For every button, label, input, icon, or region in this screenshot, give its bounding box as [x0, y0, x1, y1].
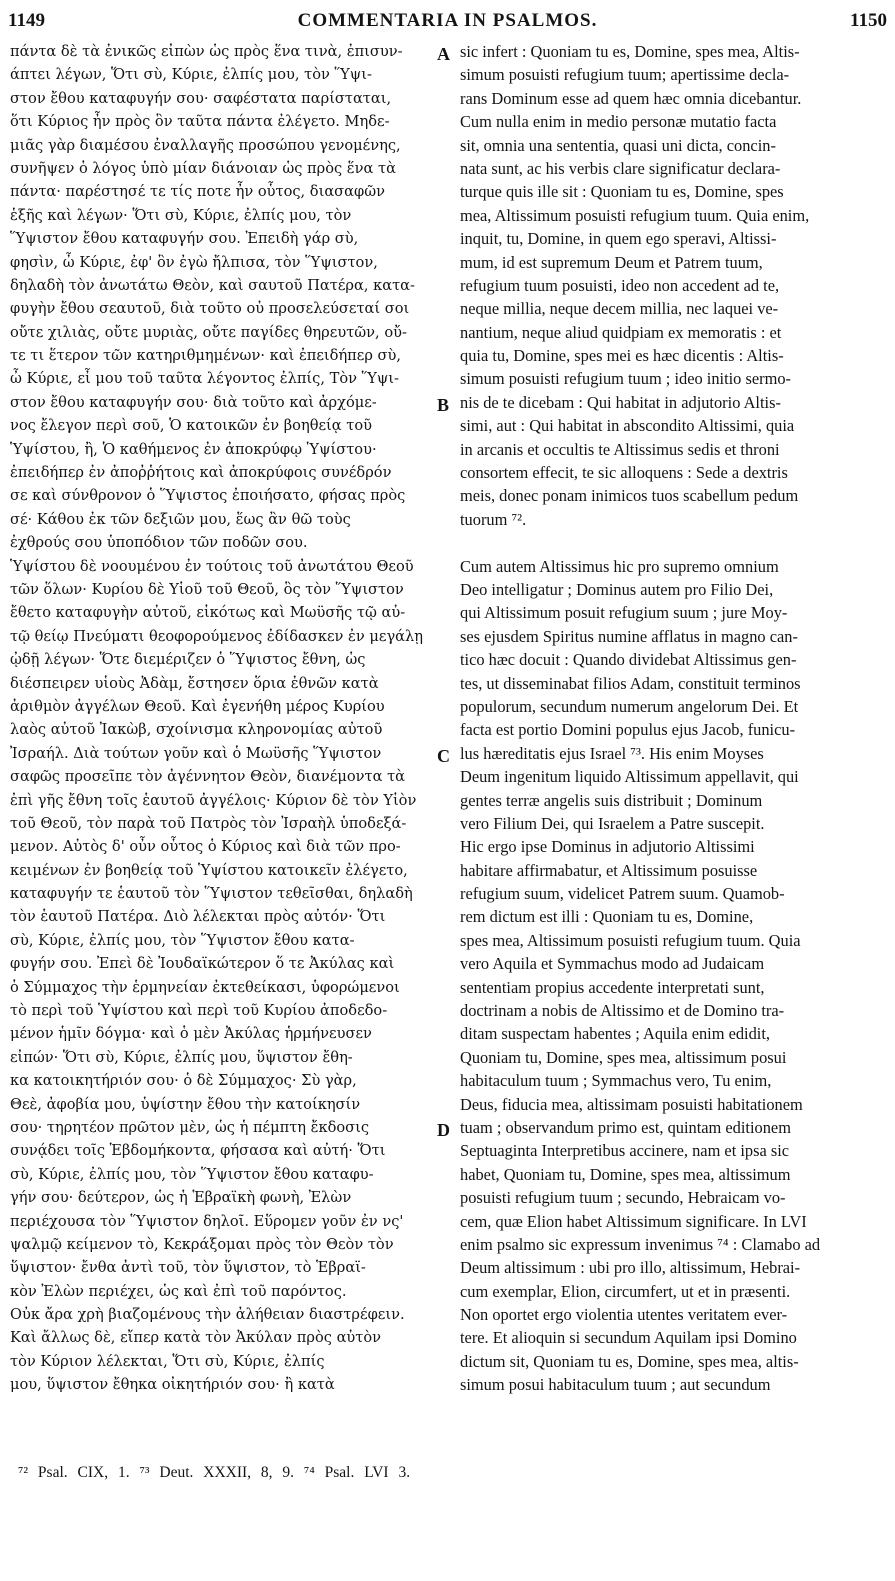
section-marker-b: B	[437, 395, 450, 415]
text-line: τῶν ὅλων· Κυρίου δὲ Υἱοῦ τοῦ Θεοῦ, ὃς τὸν Ὕψιστον	[10, 580, 404, 598]
text-line: meis, donec ponam inimicos tuos scabellum pedum	[460, 486, 799, 506]
text-line: ditam suspectam habentes ; Aquila enim edidit,	[460, 1024, 770, 1044]
text-line: ἐπὶ γῆς ἔθνη τοῖς ἑαυτοῦ ἀγγέλοις· Κύριον δὲ τὸν Υἱὸν	[10, 791, 417, 809]
text-line: ἔθετο καταφυγὴν αὐτοῦ, εἰκότως καὶ Μωϋσῆς τῷ αὐ-	[10, 604, 406, 622]
text-line: Deum ingenitum liquido Altissimum appellavit, qui	[460, 767, 799, 787]
text-line: simi, aut : Qui habitat in abscondito Altissimi, quia	[460, 416, 795, 436]
section-marker-a: A	[437, 44, 450, 64]
text-line: Deus, fiducia mea, altissimam posuisti habitationem	[460, 1094, 803, 1114]
text-line: ἐπειδήπερ ἐν ἀποῤῥήτοις καὶ ἀποκρύφοις συνέδρόν	[10, 464, 392, 482]
text-line: μιᾶς γὰρ διαμέσου ἐναλλαγῆς προσώπου γενομένης,	[10, 136, 401, 154]
text-line: sententiam propius accedente interpretati sunt,	[460, 977, 765, 997]
text-line: posuisti refugium tuum ; secundo, Hebraicam vo-	[460, 1188, 786, 1208]
section-marker-c: C	[437, 746, 450, 766]
text-line: γήν σου· δεύτερον, ὡς ἡ Ἑβραϊκὴ φωνὴ, Ἐλὼν	[10, 1189, 352, 1207]
running-title: COMMENTARIA IN PSALMOS.	[297, 10, 598, 31]
text-line: spes mea, Altissimum posuisti refugium tuum. Quia	[460, 930, 801, 950]
latin-column	[460, 40, 880, 1397]
text-line: Καὶ ἄλλως δὲ, εἴπερ κατὰ τὸν Ἀκύλαν πρὸς αὐτὸν	[10, 1329, 382, 1347]
text-line: refugium tuum posuisti, ideo non accedent ad te,	[460, 275, 780, 295]
text-line: ὕψιστον· ἔνθα ἀντὶ τοῦ, τὸν ὕψιστον, τὸ Ἑβραϊ-	[10, 1259, 366, 1277]
text-line: tuorum ⁷².	[460, 509, 527, 529]
text-line: ᾠδῇ λέγων· Ὅτε διεμέριζεν ὁ Ὕψιστος ἔθνη, ὡς	[10, 651, 366, 669]
text-line: ἑξῆς καὶ λέγων· Ὅτι σὺ, Κύριε, ἐλπίς μου, τὸν	[10, 206, 352, 224]
section-marker-d: D	[437, 1120, 450, 1140]
text-line: inquit, tu, Domine, in quem ego speravi, Altissi-	[460, 229, 777, 249]
text-line: εἰπών· Ὅτι σὺ, Κύριε, ἐλπίς μου, ὕψιστον ἔθη-	[10, 1048, 353, 1066]
greek-column	[10, 40, 424, 1397]
text-line: nantium, neque aliud quidpiam ex memoratis : et	[460, 322, 782, 342]
footnotes: ⁷² Psal. CIX, 1. ⁷³ Deut. XXXII, 8, 9. ⁷⁴ Psal. LVI 3.	[18, 1463, 878, 1482]
page-number-right: 1150	[850, 10, 887, 31]
text-line: περιέχουσα τὸν Ὕψιστον δηλοῖ. Εὕρομεν γοῦν ἐν νς'	[10, 1212, 404, 1230]
text-line: Deum altissimum : ubi pro illo, altissimum, Hebrai-	[460, 1258, 801, 1278]
text-line: ἐχθρούς σου ὑποπόδιον τῶν ποδῶν σου.	[10, 534, 308, 552]
text-line: refugium suum, videlicet Patrem suum. Quamob-	[460, 884, 785, 904]
text-line: in arcanis et occultis te Altissimus sedis et throni	[460, 439, 780, 459]
text-line: Hic ergo ipse Dominus in adjutorio Altissimi	[460, 837, 755, 857]
text-line: rem dictum est illi : Quoniam tu es, Domine,	[460, 907, 754, 927]
text-line: Cum autem Altissimus hic pro supremo omnium	[460, 556, 779, 576]
text-line: σε καὶ σύνθρονον ὁ Ὕψιστος ἐποιήσατο, φήσας πρὸς	[10, 487, 406, 505]
text-line: Septuaginta Interpretibus accinere, nam et ipsa sic	[460, 1141, 790, 1161]
text-line: σὺ, Κύριε, ἐλπίς μου, τὸν Ὕψιστον ἔθου κατα-	[10, 931, 355, 949]
text-line: πάντα δὲ τὰ ἐνικῶς εἰπὼν ὡς πρὸς ἕνα τινὰ, ἐπισυν-	[10, 43, 403, 60]
text-line: tuam ; observandum primo est, quintam editionem	[460, 1117, 791, 1137]
text-line: simum posuisti refugium tuum ; ideo initio sermo-	[460, 369, 791, 389]
text-line: rans Dominum esse ad quem hæc omnia dicebantur.	[460, 88, 802, 108]
text-line: σου· τηρητέον πρῶτον μὲν, ὡς ἡ πέμπτη ἔκδοσις	[10, 1118, 370, 1136]
text-line: άπτει λέγων, Ὅτι σὺ, Κύριε, ἐλπίς μου, τὸν Ὕψι-	[10, 66, 372, 84]
text-line: nata sunt, ac his verbis clare significatur declara-	[460, 158, 781, 178]
text-line: νος ἔλεγον περὶ σοῦ, Ὁ κατοικῶν ἐν βοηθείᾳ τοῦ	[10, 417, 372, 435]
text-line: sic infert : Quoniam tu es, Domine, spes mea, Altis-	[460, 42, 800, 61]
text-line: qui Altissimum posuit refugium suum ; jure Moy-	[460, 603, 788, 623]
text-line: habitare affirmabatur, et Altissimum posuisse	[460, 860, 758, 880]
text-line: enim psalmo sic expressum invenimus ⁷⁴ : Clamabo ad	[460, 1234, 821, 1254]
text-line: τὸν ἑαυτοῦ Πατέρα. Διὸ λέλεκται πρὸς αὐτόν· Ὅτι	[10, 908, 386, 926]
text-line: lus hæreditatis ejus Israel ⁷³. His enim Moyses	[460, 743, 764, 763]
text-line: ses ejusdem Spiritus numine afflatus in magno can-	[460, 626, 798, 646]
text-line: λαὸς αὐτοῦ Ἰακὼβ, σχοίνισμα κληρονομίας αὐτοῦ	[10, 721, 383, 739]
text-line: συνᾴδει τοῖς Ἑβδομήκοντα, φήσασα καὶ αὐτή· Ὅτι	[10, 1142, 386, 1160]
text-line: διέσπειρεν υἱοὺς Ἀδὰμ, ἔστησεν ὅρια ἐθνῶν κατὰ	[10, 674, 379, 692]
text-line: πάντα· παρέστησέ τε τίς ποτε ἦν οὗτος, διασαφῶν	[10, 183, 385, 201]
text-line: mea, Altissimum posuisti refugium tuum. Quia enim,	[460, 205, 810, 225]
text-line: φησὶν, ὦ Κύριε, ἐφ' ὃν ἐγὼ ἤλπισα, τὸν Ὕψιστον,	[10, 253, 378, 271]
text-line: καταφυγήν τε ἑαυτοῦ τὸν Ὕψιστον τεθεῖσθαι, δηλαδὴ	[10, 885, 413, 903]
text-line: Deo intelligatur ; Dominus autem pro Filio Dei,	[460, 579, 774, 599]
text-line: ψαλμῷ κείμενον τὸ, Κεκράξομαι πρὸς τὸν Θεὸν τὸν	[10, 1235, 394, 1253]
text-line: simum posui habitaculum tuum ; aut secundum	[460, 1375, 771, 1395]
text-line: populorum, secundum numerum angelorum Dei. Et	[460, 696, 799, 716]
text-line: consortem effecit, te sic alloquens : Sede a dextris	[460, 463, 788, 483]
text-line: σέ· Κάθου ἐκ τῶν δεξιῶν μου, ἕως ἂν θῶ τοὺς	[10, 510, 351, 528]
text-line: turque quis ille sit : Quoniam tu es, Domine, spes	[460, 182, 784, 202]
text-line: vero Filium Dei, qui Israelem a Patre suscepit.	[460, 813, 765, 833]
text-line: ὁ Σύμμαχος τὴν ἑρμηνείαν ἐκτεθείκασι, ὑφορώμενοι	[10, 978, 400, 996]
text-line: στον ἔθου καταφυγήν σου· διὰ τοῦτο καὶ ἀρχόμε-	[10, 393, 377, 411]
text-line: σαφῶς προσεῖπε τὸν ἀγέννητον Θεὸν, διανέμοντα τὰ	[10, 768, 406, 786]
text-line: facta est portio Domini populus ejus Jacob, funicu-	[460, 720, 796, 740]
text-line: ὅτι Κύριος ἦν πρὸς ὃν ταῦτα πάντα ἐλέγετο. Μηδε-	[10, 113, 390, 131]
text-line: σὺ, Κύριε, ἐλπίς μου, τὸν Ὕψιστον ἔθου καταφυ-	[10, 1165, 374, 1183]
text-line: δηλαδὴ τὸν ἀνωτάτω Θεὸν, καὶ σαυτοῦ Πατέρα, κατα-	[10, 276, 415, 294]
text-line: Non oportet ergo violentia utentes veritatem ever-	[460, 1305, 788, 1325]
text-line: cum exemplar, Elion, circumfert, ut et in præsenti.	[460, 1281, 791, 1301]
text-line: dictum sit, Quoniam tu es, Domine, spes mea, altis-	[460, 1351, 799, 1371]
text-line: τοῦ Θεοῦ, τὸν παρὰ τοῦ Πατρὸς τὸν Ἰσραὴλ ὑποδεξά-	[10, 814, 407, 832]
text-line: φυγὴν ἔθου σεαυτοῦ, διὰ τοῦτο οὐ προσελεύσεταί σοι	[10, 300, 410, 318]
text-line	[460, 531, 880, 554]
text-line: Ὑψίστου δὲ νοουμένου ἐν τούτοις τοῦ ἀνωτάτου Θεοῦ	[10, 557, 414, 575]
text-line: κειμένων ἐν βοηθείᾳ τοῦ Ὑψίστου κατοικεῖν ἐλέγετο,	[10, 861, 408, 879]
text-line: simum posuisti refugium tuum; apertissime decla-	[460, 65, 790, 85]
text-line: ὦ Κύριε, εἶ μου τοῦ ταῦτα λέγοντος ἐλπίς, Τὸν Ὕψι-	[10, 370, 399, 388]
text-line: Ἰσραήλ. Διὰ τούτων γοῦν καὶ ὁ Μωϋσῆς Ὕψιστον	[10, 744, 382, 762]
text-line: habitaculum tuum ; Symmachus vero, Tu enim,	[460, 1071, 772, 1091]
text-line: Ὑψίστου, ἢ, Ὁ καθήμενος ἐν ἀποκρύφῳ Ὑψίστου·	[10, 440, 377, 458]
text-line: τὸν Κύριον λέλεκται, Ὅτι σὺ, Κύριε, ἐλπίς	[10, 1352, 325, 1370]
text-line: τῷ θείῳ Πνεύματι θεοφορούμενος ἐδίδασκεν ἐν μεγάλῃ	[10, 627, 424, 645]
text-line: μένον ἡμῖν δόγμα· καὶ ὁ μὲν Ἀκύλας ἡρμήνευσεν	[10, 1025, 372, 1043]
text-line: cem, quæ Elion habet Altissimum significare. In LVI	[460, 1211, 807, 1231]
text-line: Ὕψιστον ἔθου καταφυγήν σου. Ἐπειδὴ γάρ σὺ,	[10, 230, 359, 248]
text-line: τε τι ἕτερον τῶν κατηριθμημένων· καὶ ἐπειδήπερ σὺ,	[10, 347, 402, 365]
page-number-left: 1149	[8, 10, 45, 31]
text-line: gentes terræ angelis suis distribuit ; Dominum	[460, 790, 763, 810]
text-line: tere. Et alioquin si secundum Aquilam ipsi Domino	[460, 1328, 797, 1348]
text-line: vero Aquila et Symmachus modo ad Judaicam	[460, 954, 765, 974]
text-line: tes, ut disseminabat filios Adam, constituit terminos	[460, 673, 801, 693]
text-line: στον ἔθου καταφυγήν σου· σαφέστατα παρίσταται,	[10, 89, 392, 107]
text-line: μου, ὕψιστον ἔθηκα οἰκητήριόν σου· ἢ κατὰ	[10, 1376, 335, 1394]
text-line: sit, omnia una sententia, quasi uni dicta, concin-	[460, 135, 776, 155]
text-line: κὸν Ἐλὼν περιέχει, ὡς καὶ ἐπὶ τοῦ παρόντος.	[10, 1282, 347, 1300]
text-line: doctrinam a nobis de Altissimo et de Domino tra-	[460, 1001, 785, 1021]
text-line: nis de te dicebam : Qui habitat in adjutorio Altis-	[460, 392, 781, 412]
text-line: Quoniam tu, Domine, spes mea, altissimum posui	[460, 1047, 787, 1067]
text-line: habet, Quoniam tu, Domine, spes mea, altissimum	[460, 1164, 791, 1184]
running-head	[8, 10, 887, 32]
text-line: κα κατοικητήριόν σου· ὁ δὲ Σύμμαχος· Σὺ γὰρ,	[10, 1072, 357, 1090]
text-line: quia tu, Domine, spes mei es hæc dicentis : Altis-	[460, 346, 784, 366]
text-line: μενον. Αὐτὸς δ' οὖν οὗτος ὁ Κύριος καὶ διὰ τῶν προ-	[10, 838, 401, 856]
text-line: mum, id est supremum Deum et Patrem tuum,	[460, 252, 763, 272]
text-line: τὸ περὶ τοῦ Ὑψίστου καὶ περὶ τοῦ Κυρίου ἀποδεδο-	[10, 1002, 388, 1020]
text-line: Θεὲ, ἀφοβία μου, ὑψίστην ἔθου τὴν κατοίκησίν	[10, 1095, 361, 1113]
text-line: Cum nulla enim in medio personæ mutatio facta	[460, 112, 777, 132]
text-line: tico hæc docuit : Quando dividebat Altissimus gen-	[460, 650, 797, 670]
text-line: συνῆψεν ὁ λόγος ὑπὸ μίαν διάνοιαν ὡς πρὸς ἕνα τὰ	[10, 159, 396, 177]
text-line: οὔτε χιλιὰς, οὔτε μυριὰς, οὔτε παγίδες θηρευτῶν, οὔ-	[10, 323, 407, 341]
text-line: neque millia, neque decem millia, nec laquei ve-	[460, 299, 779, 319]
text-line: Οὐκ ἄρα χρὴ βιαζομένους τὴν ἀλήθειαν διαστρέφειν.	[10, 1306, 405, 1324]
text-line: φυγήν σου. Ἐπεὶ δὲ Ἰουδαϊκώτερον ὅ τε Ἀκύλας καὶ	[10, 955, 395, 973]
text-line: ἀριθμὸν ἀγγέλων Θεοῦ. Καὶ ἐγενήθη μέρος Κυρίου	[10, 697, 385, 715]
